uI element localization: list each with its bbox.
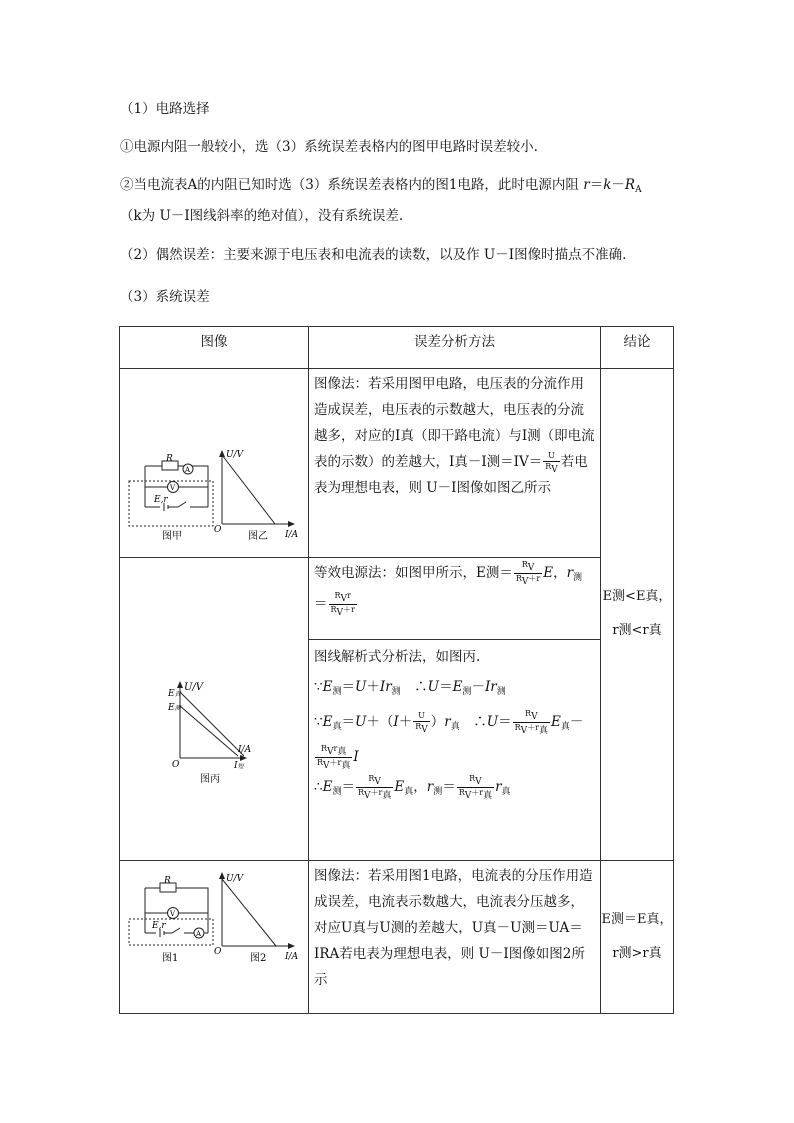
label-yi: 图乙 [248,531,268,542]
method-equivalent: 等效电源法：如图甲所示，E测＝ $\frac{R_V}{R_V+r}$ E，$r_测$ ＝ $\frac{R_Vr}{R_V+r}$ [309,558,601,640]
conclusion-1: E测＝E真， r测>r真 [601,860,674,1013]
method-image: 图像法：若采用图甲电路，电压表的分流作用造成误差，电压表的示数越大，电压表的分流越多，对应的I真（即干路电流）与I测（即电流表的示数）的差越大，I真－I测＝IV＝ $\frac{U}{R_V}$ 若电表为理想电表，则 U－I图像如图乙所示 [309,369,601,558]
label-e-true: E真 [168,688,181,699]
figure-bing [120,640,309,861]
graph-bing [120,640,308,856]
section-circuit-choice: （1）电路选择 [120,101,210,117]
method-analytic: 图线解析式分析法，如图丙. $\because E_测=U+Ir_测$ $\therefore U=E_测-Ir_测$ $\because E_真=U+(I+$ $\frac{U}{R_V}$ ）$r_真$ ∴U＝ $\frac{R_V}{R_V+r_真}$ $E_真-$ $\frac{R_Vr_真}{R_V+r_真}$ I $\therefore E_测=$ $\frac{R_V}{R_V+r_真}$ $E_真$，$r_测=$ $\frac{R_V}{R_V+r_真}$ $r_真$ [309,640,601,861]
label-ia-2: I/A [285,951,299,962]
label-jia: 图甲 [162,531,182,542]
header-conclusion: 结论 [601,327,674,369]
label-i-short: I短 [234,760,244,771]
label-o-2: O [214,946,222,957]
label-ammeter-1: A [196,929,202,938]
label-ia: I/A [285,530,299,540]
label-o: O [214,525,222,535]
label-e-meas: E测 [168,702,181,713]
label-r: R [166,454,173,464]
label-fig2: 图2 [250,952,267,964]
para-choice-2: ②当电流表A的内阻已知时选（3）系统误差表格内的图1电路，此时电源内阻 $r=k-R_A$ （k为 U－I图线斜率的绝对值），没有系统误差. [120,177,642,224]
label-ia-bing: I/A [238,744,252,755]
label-uv: U/V [226,450,244,460]
label-o-bing: O [172,759,180,770]
figure-empty [120,558,309,640]
label-er-1: E,r [152,920,166,931]
para-random-error: （2）偶然误差：主要来源于电压表和电流表的读数，以及作 U－I图像时描点不准确. [120,247,627,263]
circuit-1-graph-2 [120,861,308,1009]
figure-1-2 [120,860,309,1013]
label-ammeter: A [185,466,191,474]
error-table [119,326,674,1014]
label-voltmeter-1: V [170,909,176,918]
label-uv-2: U/V [226,873,244,884]
conclusion-jia: E测<E真， r测<r真 [601,369,674,861]
method-image-2: 图像法：若采用图1电路，电流表的分压作用造成误差，电流表示数越大，电流表分压越多，对应U真与U测的差越大，U真－U测＝UA＝IRA若电表为理想电表，则 U－I图像如图2所示 [309,860,601,1013]
label-er: E,r [154,495,168,505]
circuit-jia-graph-yi [120,369,308,553]
label-r-1: R [164,875,171,886]
label-bing: 图丙 [200,773,220,785]
header-method: 误差分析方法 [309,327,601,369]
section-system-error: （3）系统误差 [120,289,210,305]
label-fig1: 图1 [162,952,179,964]
para-choice-1: ①电源内阻一般较小，选（3）系统误差表格内的图甲电路时误差较小. [120,139,538,155]
label-voltmeter: V [170,484,176,492]
header-figure: 图像 [120,327,309,369]
label-uv-bing: U/V [184,681,204,693]
figure-jia-yi [120,369,309,558]
